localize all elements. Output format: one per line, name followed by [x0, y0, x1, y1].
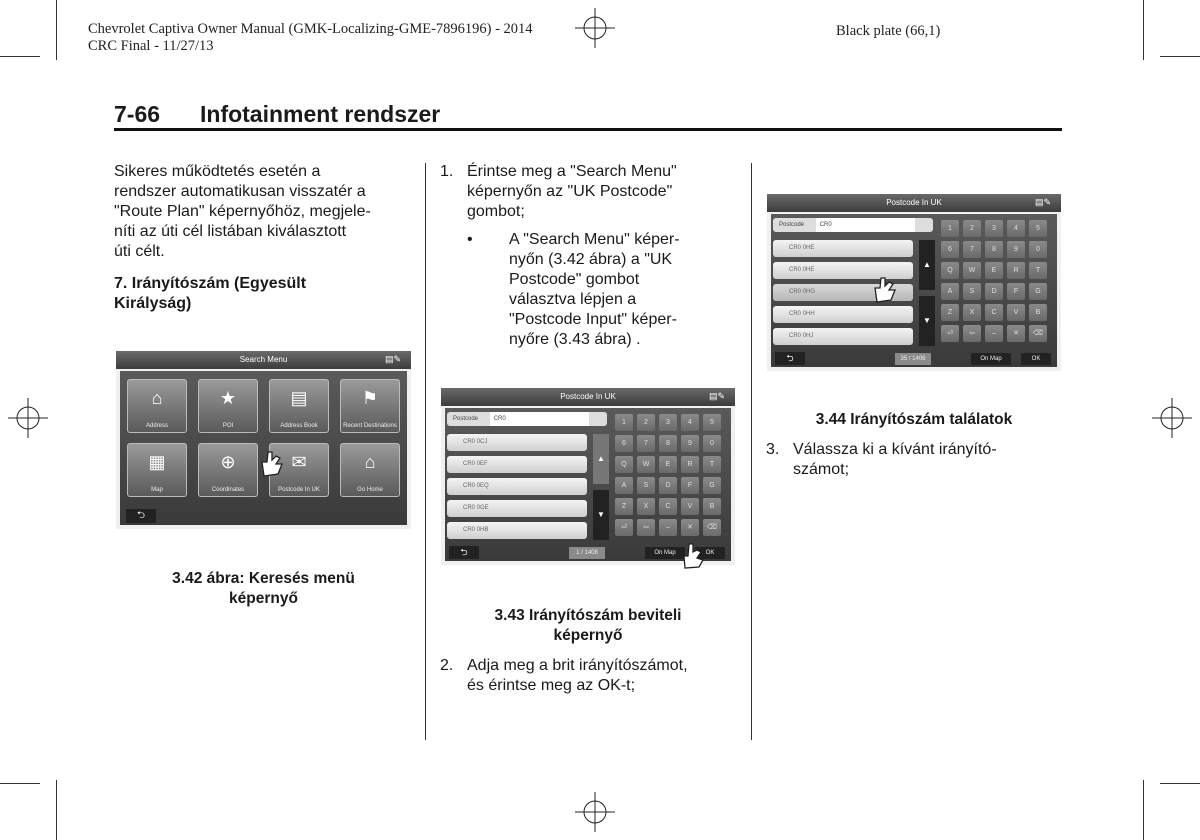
keypad-key: ⇦ [637, 519, 655, 536]
keypad-key: 8 [659, 435, 677, 452]
text-line: Királyság) [114, 295, 192, 312]
scroll-down-icon: ▼ [919, 296, 935, 346]
keypad-key: R [681, 456, 699, 473]
globe-icon: ⊕ Coordinates [198, 443, 258, 497]
keypad-key: C [659, 498, 677, 515]
keypad-key: Z [615, 498, 633, 515]
keypad-key: V [1007, 304, 1025, 321]
field-label: Postcode [453, 416, 479, 422]
go-home-icon: ⌂ Go Home [340, 443, 400, 497]
keypad-key: F [681, 477, 699, 494]
scroll-up-icon: ▲ [919, 240, 935, 290]
keypad-key: T [703, 456, 721, 473]
plate-label: Black plate (66,1) [836, 23, 941, 39]
back-icon: ⮌ [775, 352, 805, 365]
bullet-mark: • [467, 231, 473, 248]
keypad-key: 0 [1029, 241, 1047, 258]
star-icon: ★ POI [198, 379, 258, 433]
postcode-field [773, 218, 933, 232]
keypad-key: 6 [615, 435, 633, 452]
keypad-key: D [985, 283, 1003, 300]
keypad-key: V [681, 498, 699, 515]
keypad-key: 4 [1007, 220, 1025, 237]
screen-title: Search Menu [116, 351, 411, 369]
step-number: 1. [440, 163, 454, 180]
keypad-key: 4 [681, 414, 699, 431]
caption-line: 3.42 ábra: Keresés menü [172, 570, 355, 587]
title-rule [114, 128, 1062, 131]
keypad-key: 7 [637, 435, 655, 452]
list-item: CR0 0HG [773, 284, 913, 301]
text-line: és érintse meg az OK-t; [467, 677, 636, 694]
keypad-key: D [659, 477, 677, 494]
keypad-key: C [985, 304, 1003, 321]
text-line: Érintse meg a "Search Menu" [467, 163, 677, 180]
crop-mark [56, 0, 57, 60]
list-item: CR0 0CJ [447, 434, 587, 451]
screen-title: Postcode In UK [767, 194, 1061, 212]
text-line: Sikeres működtetés esetén a [114, 163, 321, 180]
keypad-key: 7 [963, 241, 981, 258]
on-map-button: On Map [645, 547, 685, 559]
keypad-key: G [703, 477, 721, 494]
registration-mark-icon [575, 8, 615, 48]
house-icon: ⌂ Address [127, 379, 187, 433]
keypad-key: 6 [941, 241, 959, 258]
registration-mark-icon [8, 398, 48, 438]
list-item: CR0 0GE [447, 500, 587, 517]
keypad-key: 3 [985, 220, 1003, 237]
text-line: választva lépjen a [509, 291, 637, 308]
hand-pointer-icon [258, 446, 288, 480]
page-title: Infotainment rendszer [200, 101, 441, 127]
field-value: CR0 [816, 218, 915, 232]
keypad-key: ⏎ [941, 325, 959, 342]
on-map-button: On Map [971, 353, 1011, 365]
hand-pointer-icon [871, 272, 901, 306]
scroll-up-icon: ▲ [593, 434, 609, 484]
postcode-icon: ✉ Postcode In UK [269, 443, 329, 497]
crop-mark [1160, 56, 1200, 57]
keypad-key: 2 [963, 220, 981, 237]
step-text [793, 440, 1063, 480]
keypad-key: ⌫ [1029, 325, 1047, 342]
flag-icon: ⚑ Recent Destinations [340, 379, 400, 433]
postcode-field [447, 412, 607, 426]
text-line: Postcode" gombot [509, 271, 640, 288]
crop-mark [1160, 783, 1200, 784]
keypad-key: B [1029, 304, 1047, 321]
step-text [467, 162, 747, 222]
keypad-key: X [637, 498, 655, 515]
postcode-results-screenshot [767, 194, 1061, 371]
keypad-key: 9 [681, 435, 699, 452]
keypad-key: – [659, 519, 677, 536]
keypad-key: 5 [703, 414, 721, 431]
text-line: "Postcode Input" képer- [509, 311, 677, 328]
keypad-key: 5 [1029, 220, 1047, 237]
text-line: 7. Irányítószám (Egyesült [114, 275, 307, 292]
keypad-key: ⇦ [963, 325, 981, 342]
keypad [941, 220, 1053, 348]
keypad-key: E [985, 262, 1003, 279]
keypad-key: A [941, 283, 959, 300]
text-line: nyőn (3.42 ábra) a "UK [509, 251, 673, 268]
keypad-key: T [1029, 262, 1047, 279]
keypad-key: ⌫ [703, 519, 721, 536]
list-item: CR0 0HE [773, 262, 913, 279]
keypad-key: A [615, 477, 633, 494]
book-icon: ▤ Address Book [269, 379, 329, 433]
crop-mark [0, 56, 40, 57]
keypad-key: S [637, 477, 655, 494]
settings-icon: ▤✎ [385, 354, 402, 364]
text-line: Válassza ki a kívánt irányító- [793, 441, 997, 458]
keypad-key: X [963, 304, 981, 321]
field-value: CR0 [490, 412, 589, 426]
list-item: CR0 0HB [447, 522, 587, 539]
text-line: számot; [793, 461, 850, 478]
result-count: 35 / 1408 [895, 353, 931, 365]
column-divider [751, 163, 752, 740]
crop-mark [1143, 0, 1144, 60]
list-item: CR0 0HE [773, 240, 913, 257]
result-count: 1 / 1408 [569, 547, 605, 559]
caption-line: képernyő [229, 590, 298, 607]
bullet-text [509, 230, 739, 350]
list-item: CR0 0EQ [447, 478, 587, 495]
keypad-key: 3 [659, 414, 677, 431]
text-line: rendszer automatikusan visszatér a [114, 183, 366, 200]
map-icon: ▦ Map [127, 443, 187, 497]
text-line: níti az úti cél listában kiválasztott [114, 223, 347, 240]
intro-paragraph [114, 162, 414, 262]
list-item: CR0 0HJ [773, 328, 913, 345]
settings-icon: ▤✎ [1035, 197, 1052, 207]
keypad-key: – [985, 325, 1003, 342]
keypad-key: Q [615, 456, 633, 473]
keypad-key: W [637, 456, 655, 473]
crop-mark [1143, 780, 1144, 840]
keypad-key: 8 [985, 241, 1003, 258]
search-menu-screenshot [116, 351, 411, 529]
registration-mark-icon [575, 792, 615, 832]
keypad-key: 2 [637, 414, 655, 431]
caption-line: képernyő [553, 627, 623, 644]
keypad [615, 414, 727, 542]
keypad-key: Z [941, 304, 959, 321]
back-icon: ⮌ [449, 546, 479, 559]
ok-button: OK [1021, 353, 1051, 365]
text-line: A "Search Menu" képer- [509, 231, 680, 248]
keypad-key: ⏎ [615, 519, 633, 536]
column-divider [425, 163, 426, 740]
keypad-key: E [659, 456, 677, 473]
keypad-key: 0 [703, 435, 721, 452]
settings-icon: ▤✎ [709, 391, 726, 401]
keypad-key: F [1007, 283, 1025, 300]
text-line: nyőre (3.43 ábra) . [509, 331, 641, 348]
registration-mark-icon [1152, 398, 1192, 438]
postcode-input-screenshot [441, 388, 735, 565]
text-line: úti célt. [114, 243, 165, 260]
keypad-key: R [1007, 262, 1025, 279]
keypad-key: ✕ [681, 519, 699, 536]
text-line: Adja meg a brit irányítószámot, [467, 657, 688, 674]
figure-caption: 3.44 Irányítószám találatok [815, 411, 1013, 428]
text-line: képernyőn az "UK Postcode" [467, 183, 673, 200]
step-text [467, 656, 747, 696]
keypad-key: 9 [1007, 241, 1025, 258]
list-item: CR0 0HH [773, 306, 913, 323]
step-number: 3. [766, 441, 780, 458]
crop-mark [0, 783, 40, 784]
keypad-key: Q [941, 262, 959, 279]
step-number: 2. [440, 657, 454, 674]
text-line: gombot; [467, 203, 525, 220]
caption-line: 3.43 Irányítószám beviteli [494, 607, 682, 624]
text-line: "Route Plan" képernyőhöz, megjele- [114, 203, 371, 220]
keypad-key: ✕ [1007, 325, 1025, 342]
list-item: CR0 0EF [447, 456, 587, 473]
keypad-key: 1 [615, 414, 633, 431]
hand-pointer-icon [681, 540, 707, 570]
manual-header-line1: Chevrolet Captiva Owner Manual (GMK-Localizing-GME-7896196) - 2014 [88, 21, 533, 37]
keypad-key: W [963, 262, 981, 279]
screen-body [445, 408, 731, 561]
keypad-key: B [703, 498, 721, 515]
keypad-key: 1 [941, 220, 959, 237]
page-number: 7-66 [114, 101, 161, 127]
back-icon: ⮌ [126, 509, 156, 523]
keypad-key: G [1029, 283, 1047, 300]
screen-body [771, 214, 1057, 367]
screen-title: Postcode In UK [441, 388, 735, 406]
section-heading [114, 274, 414, 314]
field-label: Postcode [779, 222, 805, 228]
crop-mark [56, 780, 57, 840]
keypad-key: S [963, 283, 981, 300]
figure-caption [441, 606, 735, 646]
figure-caption [116, 569, 411, 609]
scroll-down-icon: ▼ [593, 490, 609, 540]
ok-button: OK [695, 547, 725, 559]
manual-header-line2: CRC Final - 11/27/13 [88, 38, 214, 54]
